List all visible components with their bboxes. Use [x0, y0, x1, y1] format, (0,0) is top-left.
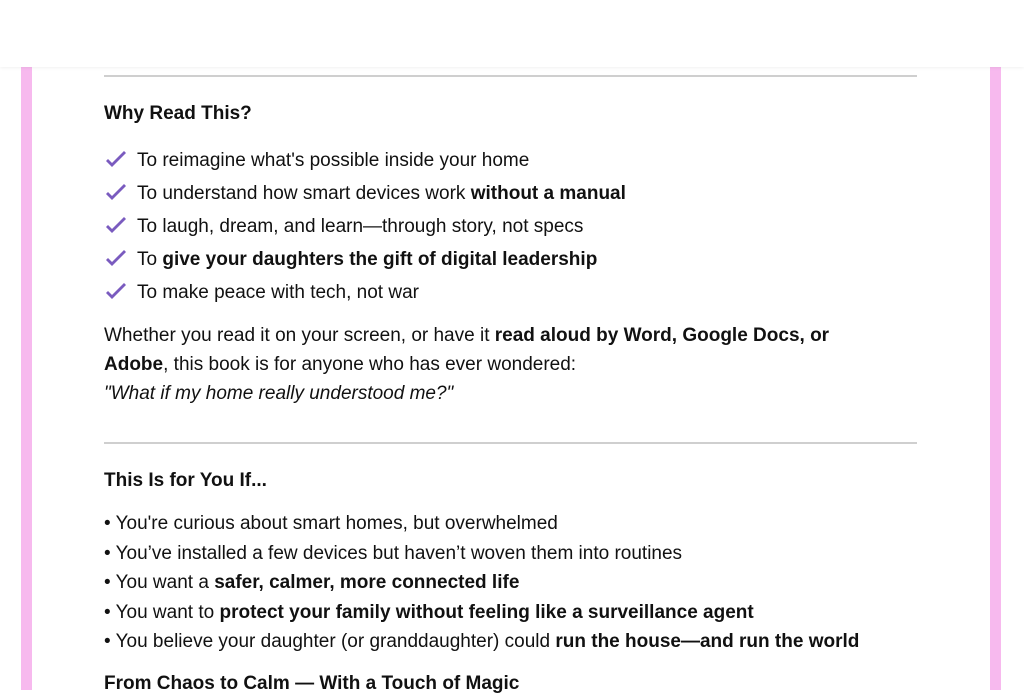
why-read-heading: Why Read This?	[104, 103, 252, 124]
divider-middle	[104, 442, 917, 444]
list-item: • You’ve installed a few devices but haven’t woven them into routines	[104, 542, 683, 564]
list-item: To reimagine what's possible inside your home	[104, 144, 626, 177]
list-item: • You believe your daughter (or granddaughter) could run the house—and run the world	[104, 631, 860, 652]
list-item: • You're curious about smart homes, but overwhelmed	[104, 513, 558, 534]
check-icon	[104, 282, 128, 302]
list-item: To laugh, dream, and learn—through story, not specs	[104, 210, 626, 243]
why-read-list	[104, 144, 626, 309]
check-icon	[104, 216, 128, 236]
list-item: • You want a safer, calmer, more connected life	[104, 572, 520, 593]
list-item: To give your daughters the gift of digital leadership	[104, 243, 626, 276]
divider-top	[104, 75, 917, 77]
list-item: To understand how smart devices work without a manual	[104, 177, 626, 210]
check-icon	[104, 249, 128, 269]
whether-paragraph: Whether you read it on your screen, or have it read aloud by Word, Google Docs, or Adobe, this book is for anyone who has ever wondered: "What if my home really understood me?"	[104, 325, 830, 404]
check-icon	[104, 150, 128, 170]
for-you-heading: This Is for You If...	[104, 470, 267, 491]
check-icon	[104, 183, 128, 203]
list-item: To make peace with tech, not war	[104, 276, 626, 309]
quote-text: "What if my home really understood me?"	[104, 383, 454, 404]
next-section-heading: From Chaos to Calm — With a Touch of Magic	[104, 673, 520, 694]
for-you-list	[104, 509, 859, 657]
top-toolbar	[0, 0, 1024, 67]
list-item: • You want to protect your family without feeling like a surveillance agent	[104, 601, 754, 623]
